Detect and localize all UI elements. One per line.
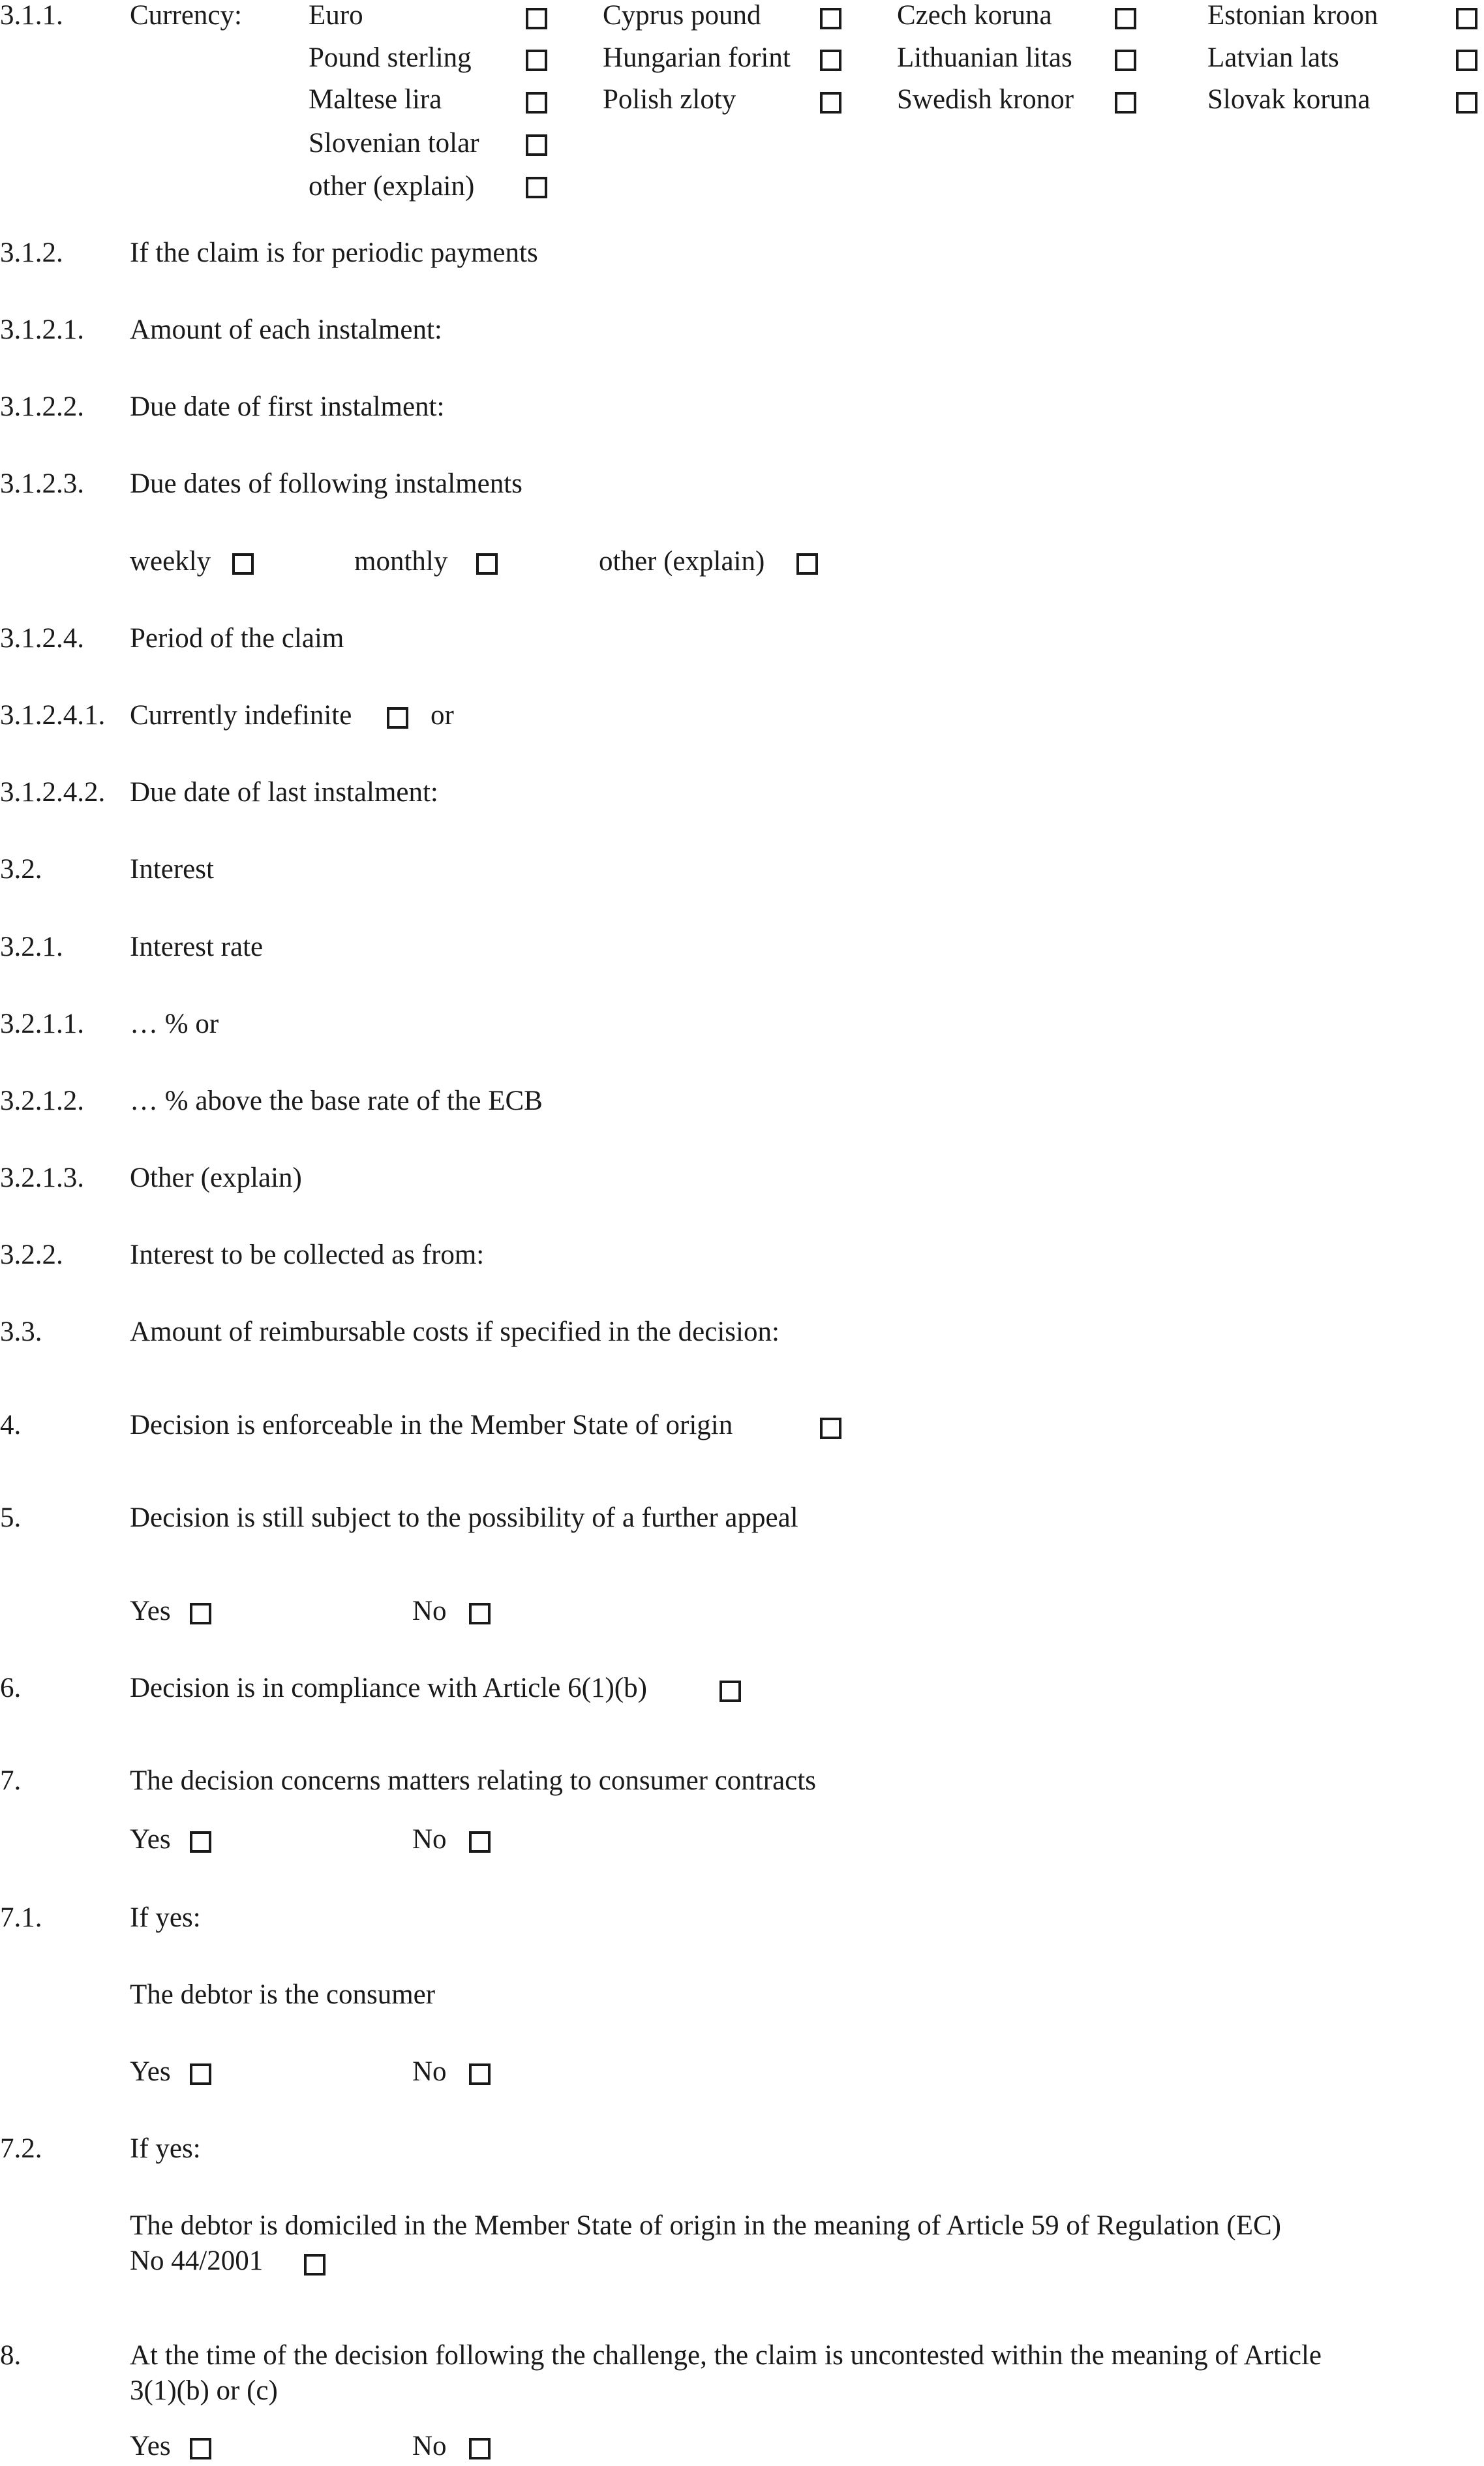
- section-number-5: 5.: [0, 1502, 22, 1533]
- appeal-no-label: No: [412, 1596, 447, 1626]
- debtor-domiciled-checkbox[interactable]: [304, 2254, 326, 2276]
- frequency-weekly-checkbox[interactable]: [232, 553, 254, 575]
- uncontested-yes-label: Yes: [130, 2431, 171, 2461]
- interest-collected-from-label: Interest to be collected as from:: [130, 1240, 485, 1270]
- section-number-3-2: 3.2.: [0, 854, 42, 885]
- currency-slovak-koruna-checkbox[interactable]: [1456, 92, 1477, 114]
- section-number-6: 6.: [0, 1673, 22, 1703]
- currency-cyprus-pound-checkbox[interactable]: [820, 8, 841, 29]
- currency-latvian-lats-checkbox[interactable]: [1456, 50, 1477, 71]
- further-appeal-label: Decision is still subject to the possibility of a further appeal: [130, 1502, 798, 1533]
- currency-latvian-lats-label: Latvian lats: [1207, 42, 1339, 73]
- currency-polish-zloty-checkbox[interactable]: [820, 92, 841, 114]
- section-number-3-3: 3.3.: [0, 1317, 42, 1347]
- section-number-3-2-1-1: 3.2.1.1.: [0, 1009, 84, 1039]
- appeal-yes-label: Yes: [130, 1596, 171, 1626]
- currently-indefinite-label: Currently indefinite: [130, 700, 352, 731]
- currency-euro-label: Euro: [309, 0, 363, 31]
- following-instalments-label: Due dates of following instalments: [130, 468, 522, 499]
- debtor-consumer-no-label: No: [412, 2056, 447, 2087]
- debtor-consumer-yes-checkbox[interactable]: [190, 2063, 211, 2085]
- currency-slovenian-tolar-label: Slovenian tolar: [309, 128, 479, 159]
- frequency-monthly-label: monthly: [354, 546, 448, 577]
- section-number-3-1-2-2: 3.1.2.2.: [0, 391, 84, 422]
- frequency-other-checkbox[interactable]: [796, 553, 818, 575]
- frequency-monthly-checkbox[interactable]: [476, 553, 498, 575]
- currency-lithuanian-litas-checkbox[interactable]: [1115, 50, 1136, 71]
- section-number-3-1-2: 3.1.2.: [0, 237, 63, 268]
- section-number-7-1: 7.1.: [0, 1902, 42, 1933]
- appeal-no-checkbox[interactable]: [469, 1603, 491, 1624]
- debtor-consumer-label: The debtor is the consumer: [130, 1979, 436, 2010]
- instalment-amount-label: Amount of each instalment:: [130, 314, 442, 345]
- interest-other-label: Other (explain): [130, 1163, 302, 1193]
- section-number-3-2-1-3: 3.2.1.3.: [0, 1163, 84, 1193]
- consumer-contracts-yes-label: Yes: [130, 1824, 171, 1855]
- currency-estonian-kroon-label: Estonian kroon: [1207, 0, 1378, 31]
- currency-slovenian-tolar-checkbox[interactable]: [526, 134, 547, 156]
- currency-pound-sterling-checkbox[interactable]: [526, 50, 547, 71]
- currency-swedish-kronor-checkbox[interactable]: [1115, 92, 1136, 114]
- uncontested-no-label: No: [412, 2431, 447, 2461]
- section-number-4: 4.: [0, 1410, 22, 1440]
- consumer-contracts-no-label: No: [412, 1824, 447, 1855]
- uncontested-claim-label-line1: At the time of the decision following the challenge, the claim is uncontested within the meaning of Article: [130, 2340, 1322, 2371]
- if-yes-label-7-1: If yes:: [130, 1902, 201, 1933]
- currency-czech-koruna-checkbox[interactable]: [1115, 8, 1136, 29]
- section-number-7-2: 7.2.: [0, 2133, 42, 2164]
- uncontested-yes-checkbox[interactable]: [190, 2438, 211, 2459]
- section-number-3-1-2-1: 3.1.2.1.: [0, 314, 84, 345]
- debtor-domiciled-label-line1: The debtor is domiciled in the Member State of origin in the meaning of Article 59 of Regulation (EC): [130, 2210, 1281, 2241]
- reimbursable-costs-label: Amount of reimbursable costs if specified in the decision:: [130, 1317, 780, 1347]
- currency-lithuanian-litas-label: Lithuanian litas: [897, 42, 1072, 73]
- debtor-consumer-no-checkbox[interactable]: [469, 2063, 491, 2085]
- last-instalment-date-label: Due date of last instalment:: [130, 777, 438, 808]
- if-yes-label-7-2: If yes:: [130, 2133, 201, 2164]
- currency-swedish-kronor-label: Swedish kronor: [897, 84, 1074, 115]
- interest-percent-label: … % or: [130, 1009, 219, 1039]
- uncontested-claim-label-line2: 3(1)(b) or (c): [130, 2375, 278, 2406]
- currency-polish-zloty-label: Polish zloty: [603, 84, 736, 115]
- enforceable-label: Decision is enforceable in the Member State of origin: [130, 1410, 733, 1440]
- section-number-7: 7.: [0, 1765, 22, 1796]
- section-number-3-1-1: 3.1.1.: [0, 0, 63, 31]
- currency-maltese-lira-label: Maltese lira: [309, 84, 442, 115]
- currency-label: Currency:: [130, 0, 242, 31]
- claim-period-label: Period of the claim: [130, 623, 344, 654]
- consumer-contracts-yes-checkbox[interactable]: [190, 1831, 211, 1853]
- currency-hungarian-forint-checkbox[interactable]: [820, 50, 841, 71]
- consumer-contracts-no-checkbox[interactable]: [469, 1831, 491, 1853]
- periodic-payments-heading: If the claim is for periodic payments: [130, 237, 538, 268]
- currency-slovak-koruna-label: Slovak koruna: [1207, 84, 1370, 115]
- compliance-article-label: Decision is in compliance with Article 6(1)(b): [130, 1673, 647, 1703]
- currency-hungarian-forint-label: Hungarian forint: [603, 42, 791, 73]
- section-number-3-1-2-4-1: 3.1.2.4.1.: [0, 700, 106, 731]
- currency-estonian-kroon-checkbox[interactable]: [1456, 8, 1477, 29]
- enforceable-checkbox[interactable]: [820, 1418, 841, 1439]
- section-number-8: 8.: [0, 2340, 22, 2371]
- debtor-consumer-yes-label: Yes: [130, 2056, 171, 2087]
- currency-euro-checkbox[interactable]: [526, 8, 547, 29]
- currency-maltese-lira-checkbox[interactable]: [526, 92, 547, 114]
- section-number-3-2-1: 3.2.1.: [0, 932, 63, 962]
- section-number-3-2-1-2: 3.2.1.2.: [0, 1086, 84, 1116]
- currency-czech-koruna-label: Czech koruna: [897, 0, 1052, 31]
- consumer-contracts-label: The decision concerns matters relating to consumer contracts: [130, 1765, 816, 1796]
- first-instalment-date-label: Due date of first instalment:: [130, 391, 445, 422]
- currency-other-checkbox[interactable]: [526, 177, 547, 198]
- interest-above-ecb-label: … % above the base rate of the ECB: [130, 1086, 543, 1116]
- compliance-article-checkbox[interactable]: [719, 1681, 741, 1702]
- currently-indefinite-checkbox[interactable]: [387, 707, 408, 729]
- section-number-3-1-2-4: 3.1.2.4.: [0, 623, 84, 654]
- frequency-other-label: other (explain): [599, 546, 765, 577]
- section-number-3-1-2-3: 3.1.2.3.: [0, 468, 84, 499]
- currency-other-label: other (explain): [309, 171, 475, 202]
- section-number-3-1-2-4-2: 3.1.2.4.2.: [0, 777, 106, 808]
- interest-heading: Interest: [130, 854, 214, 885]
- debtor-domiciled-label-line2: No 44/2001: [130, 2245, 264, 2276]
- or-label: or: [431, 700, 454, 731]
- section-number-3-2-2: 3.2.2.: [0, 1240, 63, 1270]
- currency-pound-sterling-label: Pound sterling: [309, 42, 472, 73]
- interest-rate-label: Interest rate: [130, 932, 264, 962]
- appeal-yes-checkbox[interactable]: [190, 1603, 211, 1624]
- frequency-weekly-label: weekly: [130, 546, 211, 577]
- currency-cyprus-pound-label: Cyprus pound: [603, 0, 761, 31]
- uncontested-no-checkbox[interactable]: [469, 2438, 491, 2459]
